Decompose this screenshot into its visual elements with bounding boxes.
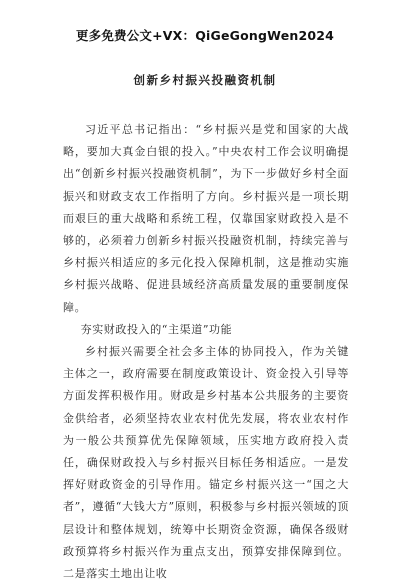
paragraph-intro: 习近平总书记指出：“乡村振兴是党和国家的大战略，要加大真金白银的投入。”中央农村工作会议明确提出“创新乡村振兴投融资机制”，为下一步做好乡村全面振兴和财政支农工作指明了方向。乡村振兴是一项长期而艰巨的重大战略和系统工程，仅靠国家财政投入是不够的，必须着力创新乡村振兴投融资机制，持续完善与乡村振兴相适应的多元化投入保障机制，这是推动实施乡村振兴战略、促进县域经济高质量发展的重要制度保障。 — [63, 123, 349, 314]
document-title: 创新乡村振兴投融资机制 — [133, 73, 277, 87]
promo-header: 更多免费公文+VX：QiGeGongWen2024 — [75, 28, 335, 43]
paragraph-section-1: 乡村振兴需要全社会多主体的协同投入，作为关键主体之一，政府需要在制度政策设计、资金投入引导等方面发挥积极作用。财政是乡村基本公共服务的主要资金供给者，必须坚持农业农村优先发展，将农业农村作为一般公共预算优先保障领域，压实地方政府投入责任，确保财政投入与乡村振兴目标任务相适应。一是发挥好财政资金的引导作用。锚定乡村振兴这一“国之大者”，遵循“大钱大方”原则，积极参与乡村振兴领域的顶层设计和整体规划，统筹中长期资金资源，确保各级财政预算将乡村振兴作为重点支出，预算安排保障到位。二是落实土地出让收 — [63, 345, 349, 581]
document-body — [63, 119, 349, 585]
section-subheading: 夯实财政投入的“主渠道”功能 — [80, 322, 233, 336]
